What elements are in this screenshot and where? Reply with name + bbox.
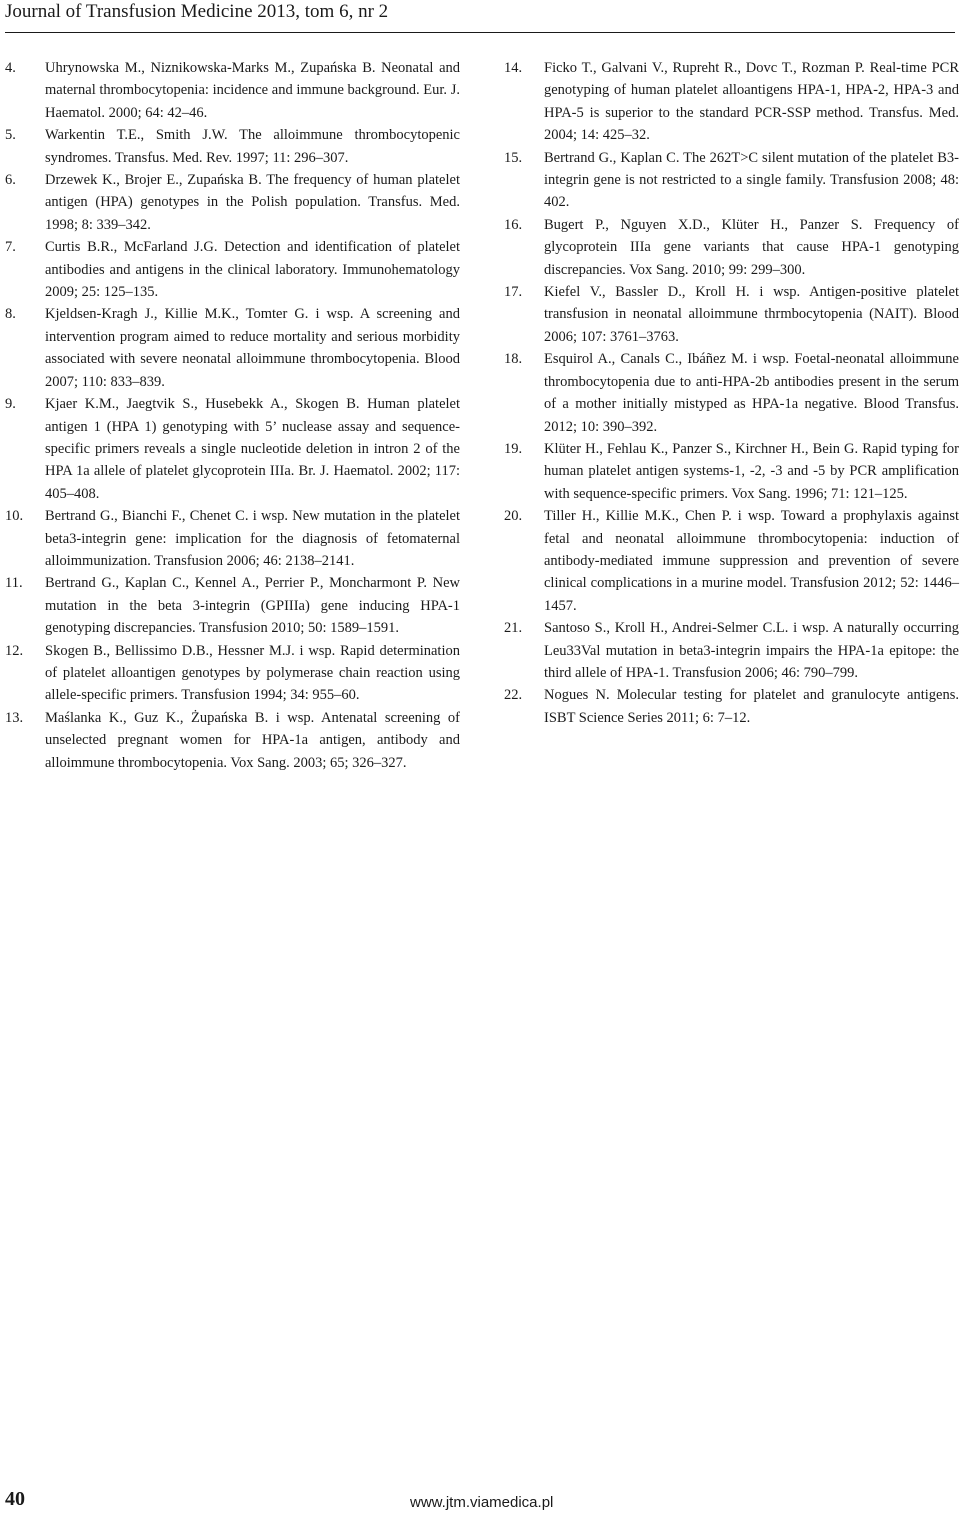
- reference-number: 10.: [5, 508, 24, 525]
- reference-item: [504, 348, 959, 438]
- reference-number: 14.: [504, 60, 523, 76]
- page-number: 40: [5, 1488, 25, 1510]
- journal-header: [5, 0, 955, 33]
- reference-number: 19.: [504, 440, 523, 457]
- reference-number: 16.: [504, 216, 523, 233]
- reference-number: 21.: [504, 620, 523, 637]
- reference-number: 8.: [5, 306, 16, 323]
- reference-text: Bugert P., Nguyen X.D., Klüter H., Panzer S. Frequency of glycoprotein IIIa gene variants that cause HPA-1 genotyping discrepancies. Vox Sang. 2010; 99: 299–300.: [544, 216, 959, 278]
- reference-text: Klüter H., Fehlau K., Panzer S., Kirchner H., Bein G. Rapid typing for human platelet antigen systems-1, -2, -3 and -5 by PCR amplification with sequence-specific primers. Vox Sang. 1996; 71: 121–125.: [544, 440, 959, 502]
- references-column-left: [5, 57, 460, 774]
- reference-item: [5, 393, 460, 505]
- reference-number: 9.: [5, 396, 16, 413]
- reference-number: 7.: [5, 239, 16, 256]
- journal-title: Journal of Transfusion Medicine 2013, tom 6, nr 2: [5, 1, 389, 22]
- reference-number: 22.: [504, 687, 523, 704]
- reference-item: [504, 147, 959, 214]
- reference-item: [5, 707, 460, 774]
- reference-text: Bertrand G., Kaplan C., Kennel A., Perrier P., Moncharmont P. New mutation in the beta 3-integrin (GPIIIa) gene inducing HPA-1 genotyping discrepancies. Transfusion 2010; 50: 1589–1591.: [45, 575, 460, 637]
- reference-item: [504, 684, 959, 729]
- reference-text: Bertrand G., Kaplan C. The 262T>C silent mutation of the platelet B3-integrin gene is not restricted to a single family. Transfusion 2008; 48: 402.: [544, 149, 959, 211]
- reference-number: 5.: [5, 127, 16, 144]
- reference-item: [5, 505, 460, 572]
- reference-item: [504, 617, 959, 684]
- reference-text: Maślanka K., Guz K., Żupańska B. i wsp. Antenatal screening of unselected pregnant women for HPA-1a antigen, antibody and alloimmune thrombocytopenia. Vox Sang. 2003; 65; 326–327.: [45, 709, 460, 771]
- reference-text: Kjaer K.M., Jaegtvik S., Husebekk A., Skogen B. Human platelet antigen 1 (HPA 1) genotyping with 5’ nuclease assay and sequence-specific primers reveals a single nucleotide deletion in intron 2 of the HPA 1a allele of platelet glycoprotein IIIa. Br. J. Haematol. 2002; 117: 405–408.: [45, 396, 460, 502]
- reference-text: Santoso S., Kroll H., Andrei-Selmer C.L. i wsp. A naturally occurring Leu33Val mutation in beta3-integrin impairs the HPA-1a epitope: the third allele of HPA-1. Transfusion 2006; 46: 790–799.: [544, 620, 959, 681]
- reference-item: [5, 303, 460, 393]
- reference-item: [504, 57, 959, 147]
- reference-text: Warkentin T.E., Smith J.W. The alloimmune thrombocytopenic syndromes. Transfus. Med. Rev. 1997; 11: 296–307.: [45, 127, 460, 166]
- reference-text: Uhrynowska M., Niznikowska-Marks M., Zupańska B. Neonatal and maternal thrombocytopenia: incidence and immune background. Eur. J. Haematol. 2000; 64: 42–46.: [45, 60, 460, 121]
- reference-text: Bertrand G., Bianchi F., Chenet C. i wsp. New mutation in the platelet beta3-integrin gene: implication for the diagnosis of fetomaternal alloimmunization. Transfusion 2006; 46: 2138–2141.: [45, 508, 460, 569]
- reference-item: [5, 236, 460, 303]
- reference-number: 11.: [5, 575, 23, 592]
- reference-number: 12.: [5, 642, 24, 659]
- reference-item: [5, 57, 460, 124]
- reference-item: [5, 572, 460, 639]
- reference-number: 20.: [504, 508, 523, 525]
- reference-text: Nogues N. Molecular testing for platelet and granulocyte antigens. ISBT Science Series 2011; 6: 7–12.: [544, 687, 959, 726]
- reference-item: [504, 505, 959, 617]
- reference-text: Tiller H., Killie M.K., Chen P. i wsp. Toward a prophylaxis against fetal and neonatal alloimmune thrombocytopenia: induction of antibody-mediated immune suppression and prevention of severe clinical complications in a murine model. Transfusion 2012; 52: 1446–1457.: [544, 508, 959, 614]
- reference-item: [504, 214, 959, 281]
- reference-number: 15.: [504, 149, 523, 166]
- reference-text: Drzewek K., Brojer E., Zupańska B. The frequency of human platelet antigen (HPA) genotypes in the Polish population. Transfus. Med. 1998; 8: 339–342.: [45, 172, 460, 233]
- reference-item: [5, 169, 460, 236]
- references-column-right: [504, 57, 959, 729]
- reference-number: 6.: [5, 172, 16, 189]
- reference-text: Skogen B., Bellissimo D.B., Hessner M.J. i wsp. Rapid determination of platelet alloantigen genotypes by polymerase chain reaction using allele-specific primers. Transfusion 1994; 34: 955–60.: [45, 642, 460, 704]
- reference-item: [5, 124, 460, 169]
- footer-url: www.jtm.viamedica.pl: [410, 1494, 554, 1511]
- reference-number: 4.: [5, 60, 16, 76]
- reference-number: 17.: [504, 284, 523, 301]
- reference-item: [504, 438, 959, 505]
- reference-text: Esquirol A., Canals C., Ibáñez M. i wsp. Foetal-neonatal alloimmune thrombocytopenia due to anti-HPA-2b antibodies present in the serum of a mother initially mistyped as HPA-1a negative. Blood Transfus. 2012; 10: 390–392.: [544, 351, 959, 435]
- reference-text: Curtis B.R., McFarland J.G. Detection and identification of platelet antibodies and antigens in the clinical laboratory. Immunohematology 2009; 25: 125–135.: [45, 239, 460, 301]
- reference-number: 18.: [504, 351, 523, 368]
- reference-text: Ficko T., Galvani V., Rupreht R., Dovc T., Rozman P. Real-time PCR genotyping of human platelet alloantigens HPA-1, HPA-2, HPA-3 and HPA-5 is superior to the standard PCR-SSP method. Transfus. Med. 2004; 14: 425–32.: [544, 60, 959, 144]
- reference-text: Kiefel V., Bassler D., Kroll H. i wsp. Antigen-positive platelet transfusion in neonatal alloimmune thrmbocytopenia (NAIT). Blood 2006; 107: 3761–3763.: [544, 284, 959, 345]
- reference-item: [5, 640, 460, 707]
- reference-item: [504, 281, 959, 348]
- reference-text: Kjeldsen-Kragh J., Killie M.K., Tomter G. i wsp. A screening and intervention program aimed to reduce mortality and serious morbidity associated with severe neonatal alloimmune thrombocytopenia. Blood 2007; 110: 833–839.: [45, 306, 460, 390]
- reference-number: 13.: [5, 709, 24, 726]
